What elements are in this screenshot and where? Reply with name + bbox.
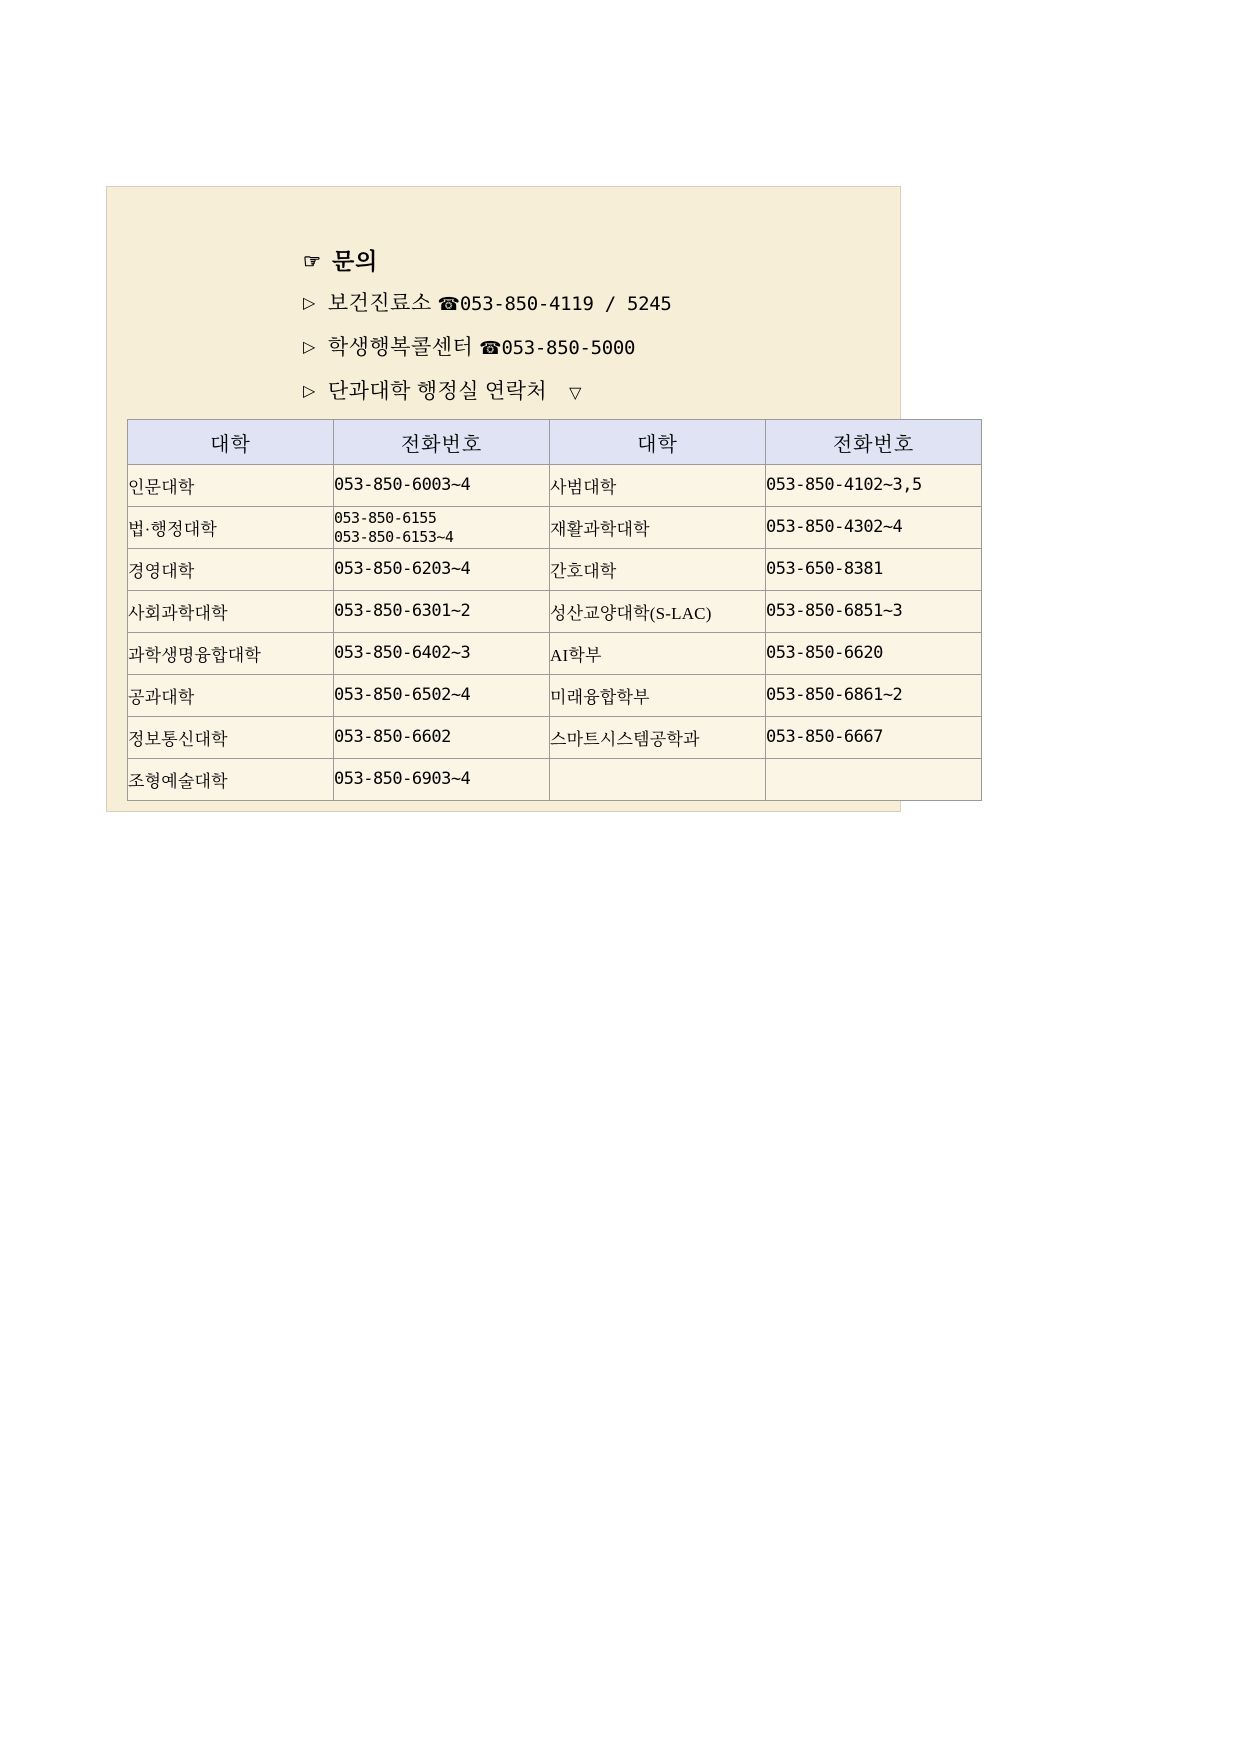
table-row	[128, 549, 982, 591]
contact-line-health-center	[303, 287, 672, 317]
table-row	[128, 717, 982, 759]
table-row	[128, 465, 982, 507]
college-name: 경영대학	[128, 549, 334, 591]
column-header-college-right: 대학	[550, 420, 766, 465]
college-phone: 053-850-4302~4	[766, 507, 982, 549]
college-phone: 053-850-6502~4	[334, 675, 550, 717]
college-phone: 053-850-6861~2	[766, 675, 982, 717]
college-name: 조형예술대학	[128, 759, 334, 801]
contact-label-happy-call-center: 학생행복콜센터	[327, 335, 474, 359]
triangle-bullet-icon: ▷	[303, 295, 316, 312]
column-header-phone-right: 전화번호	[766, 420, 982, 465]
college-phone: 053-850-6903~4	[334, 759, 550, 801]
college-name: 성산교양대학(S-LAC)	[550, 591, 766, 633]
college-name: 정보통신대학	[128, 717, 334, 759]
table-row	[128, 591, 982, 633]
column-header-college-left: 대학	[128, 420, 334, 465]
triangle-bullet-icon: ▷	[303, 383, 316, 400]
college-name: 공과대학	[128, 675, 334, 717]
column-header-phone-left: 전화번호	[334, 420, 550, 465]
college-phone: 053-650-8381	[766, 549, 982, 591]
table-row	[128, 633, 982, 675]
college-name: 과학생명융합대학	[128, 633, 334, 675]
contact-label-health-center: 보건진료소	[327, 291, 432, 315]
college-name: 재활과학대학	[550, 507, 766, 549]
contact-label-college-offices: 단과대학 행정실 연락처	[327, 379, 548, 403]
table-row	[128, 507, 982, 549]
college-name: 간호대학	[550, 549, 766, 591]
college-name: 사범대학	[550, 465, 766, 507]
college-contact-table	[127, 419, 982, 801]
telephone-icon: ☎	[437, 294, 460, 314]
college-phone: 053-850-6003~4	[334, 465, 550, 507]
contact-value-happy-call-center: 053-850-5000	[501, 337, 636, 359]
college-name: 스마트시스템공학과	[550, 717, 766, 759]
college-phone: 053-850-6667	[766, 717, 982, 759]
college-phone: 053-850-6402~3	[334, 633, 550, 675]
college-phone: 053-850-6155 053-850-6153~4	[334, 507, 550, 549]
college-phone: 053-850-6851~3	[766, 591, 982, 633]
college-phone: 053-850-6602	[334, 717, 550, 759]
chevron-down-icon: ▽	[569, 385, 582, 402]
college-name: 인문대학	[128, 465, 334, 507]
triangle-bullet-icon: ▷	[303, 339, 316, 356]
college-name: AI학부	[550, 633, 766, 675]
college-name: 미래융합학부	[550, 675, 766, 717]
contact-heading-label: 문의	[331, 249, 379, 274]
contact-heading	[303, 243, 378, 276]
telephone-icon: ☎	[479, 338, 502, 358]
contact-line-college-offices	[303, 375, 582, 405]
college-phone	[766, 759, 982, 801]
college-phone: 053-850-6301~2	[334, 591, 550, 633]
college-name	[550, 759, 766, 801]
pointing-hand-icon: ☞	[303, 251, 322, 273]
college-name: 법·행정대학	[128, 507, 334, 549]
table-row	[128, 759, 982, 801]
college-name: 사회과학대학	[128, 591, 334, 633]
college-phone: 053-850-4102~3,5	[766, 465, 982, 507]
table-header-row	[128, 420, 982, 465]
contact-notice-box	[106, 186, 922, 812]
table-row	[128, 675, 982, 717]
contact-line-happy-call-center	[303, 331, 635, 361]
college-phone: 053-850-6620	[766, 633, 982, 675]
college-phone: 053-850-6203~4	[334, 549, 550, 591]
contact-value-health-center: 053-850-4119 / 5245	[459, 293, 672, 315]
